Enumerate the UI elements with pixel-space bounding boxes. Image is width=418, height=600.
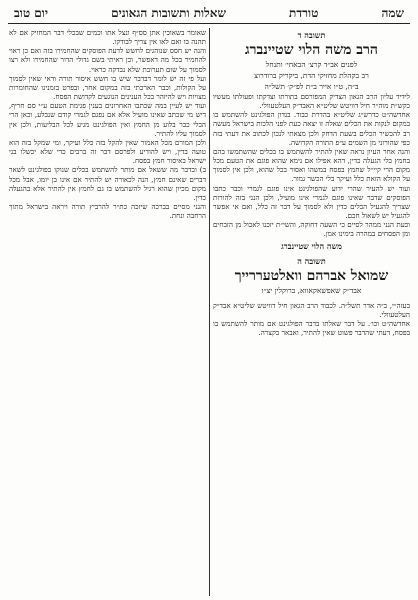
paragraph: לידיד עליון הרב הגאון הצדיק המפורסם בתורתו וצדקתו ופעולתו מעשיו כקש״ת מוה״ר חיל דוויטש שליט״א האבד״ק העלטעוולי. (213, 92, 410, 111)
header-section: טורדת (289, 6, 319, 20)
left-column (9, 28, 206, 596)
author-name: הרב משה הלוי שטיינברג (245, 42, 378, 58)
paragraph: ועל פי זה יש לומר דבדבר שיש בו חשש איסור תורה ודאי שאין לסמוך על הקולות, וכבר הארכתי בזה במקום אחר, ובפרט בזמנינו שהחומרות מצויות ויש להיזהר בכל הענינים הנוגעים לקדושת הפסח. (9, 73, 206, 102)
author-title-2: רב בקהלת מחזיקי הדת, ביקריק ברודרוצ (254, 71, 369, 80)
signature: משה הלוי שטיינברג (281, 240, 342, 251)
paragraph: והנה אחר העיון נראה שאין להתיר להשתמש בו בכלים שהשתמשו בהם בחמץ בלי הגעלה כדין, דהא אפילו אם נימא שהוא פוגם את הטעם מכל מקום הרי קיי״ל שחמץ בפסח במשהו ואסור בכל שהוא, ולכן אין לסמוך על הקולא הזאת כלל ועיקר בלי הכשר גמור. (213, 146, 410, 184)
column-divider (209, 28, 210, 596)
author-title: לפנים אב״ד קרצ׳ הבאחי׳ ותנחל (265, 60, 358, 69)
paragraph: שאומר בשאוכין אתן סס״ף ונצל אתו וכמים שבכלי דבר המחזיק אם לא תהנה בו ואם לאו אין צריך לבודקו. (9, 28, 206, 47)
header-day: יום טוב (14, 6, 48, 20)
columns (8, 28, 410, 596)
author-name: שמואל אברהם וואלטעררייך (234, 267, 389, 284)
paragraph: והנני מסיים בברכה שיזכה כת״ר להרביץ תורה ויראה בישראל מתוך הרחבה ונחת. (9, 201, 206, 221)
paragraph: והנה יש חסס שנוהגים לחשש לדעת הפוסקים שהחמירו בזה ואם כן ראוי להחמיר בכל מה דאפשר, וכן ראיתי בשם גדולי הדור שהחמירו ולא רצו לסמוך על שום תערובת שלא נבדקה כראוי. (9, 46, 206, 74)
author-title: אבד״ק שאפשאקאווא, ברוקלין יצ״ו (261, 285, 362, 295)
header-title: שאלות ותשובות הגאונים (111, 6, 226, 20)
paragraph: אחדשה״ט וכו׳. על דבר שאלתו בדבר הפולגינט אם מותר להשתמש בו בפסח, דעתי שהדבר פשוט שאין להתיר, ואבאר בקצרה. (213, 318, 410, 337)
answer-label: תשובה ה (297, 255, 326, 266)
answer-label: תשובה ד (297, 30, 326, 40)
letter-date: ב״ה, ט״ו אייר ב״ת לפ״ק׳ תשל״ה (264, 82, 359, 91)
running-header (8, 6, 410, 24)
paragraph: ועוד יש לעיין במה שכתבו האחרונים בענין פגימת הטעם ע״י סם חריף, דיש מי שכתב שאינו מועיל אלא אם נפגם לגמרי קודם שנבלע, וכאן הרי הכלי כבר בלוע מן החמץ ואין הפולגינט מגיע לכל הבליעות, ולכן אין לסמוך עליו להתיר. (9, 101, 206, 138)
header-book: שמה (381, 6, 404, 20)
paragraph: ב) ובדבר מה ששאל אם מותר להשתמש בכלים שנוקו בפולגינט לשאר דברים שאינם חמץ, הנה לכאורה יש להתיר אם אינו בן יומו, אבל מכל מקום מכיון שהוא רגיל להשתמש בו גם לחמץ אין להתיר אלא בהגעלה כדין. (9, 165, 206, 202)
paragraph: בעזה״י, ב״ה אדר תשל״ה. לכבוד הרב הגאון חיל דוויטש שליט״א אבד״ק העלטעוולי. (213, 300, 410, 319)
right-column (213, 28, 410, 596)
paragraph: ולכן המורם מכל האמור שאין להקל בזה כלל ועיקר, ומי שמקל בזה הוא טועה בדין, ויש להודיע ולפרסם דבר זה ברבים כדי שלא יכשלו בני ישראל באיסור חמץ בפסח. (9, 137, 206, 166)
paragraph: וכעת הנני ממהר לסיים כי השעה דחוקה, והשי״ת יזכנו לאכול מן הזבחים ומן הפסחים במהרה בימינו אמן. (213, 220, 410, 239)
paragraph: ועוד יש להעיר שהרי ידוע שהפולגינט אינו פוגם לגמרי וכבר כתבו הפוסקים שדבר שאינו פוגם לגמרי אינו מועיל, ולכן הנני בזה להורות שצריך להגעיל הכלים כדין ולא לסמוך על דבר זה כלל, ואם אי אפשר להגעיל יש לשאול חכם. (213, 183, 410, 221)
paragraph: אחדשה״ט כדרש״ג שליט״א בהדרת כבוד. בנדון הפולגינט להשתמש בו במקום לנקות את הכלים שאלה זו יצאה כעת לפני הלכות בישראל מעשה רב להכשיר הכלים בשעת הדחק ולכן מצאתי לנכון לכתוב את דעתי בזה כפי שהורוני מן השמים ע״פ התורה הקדושה. (213, 110, 410, 147)
